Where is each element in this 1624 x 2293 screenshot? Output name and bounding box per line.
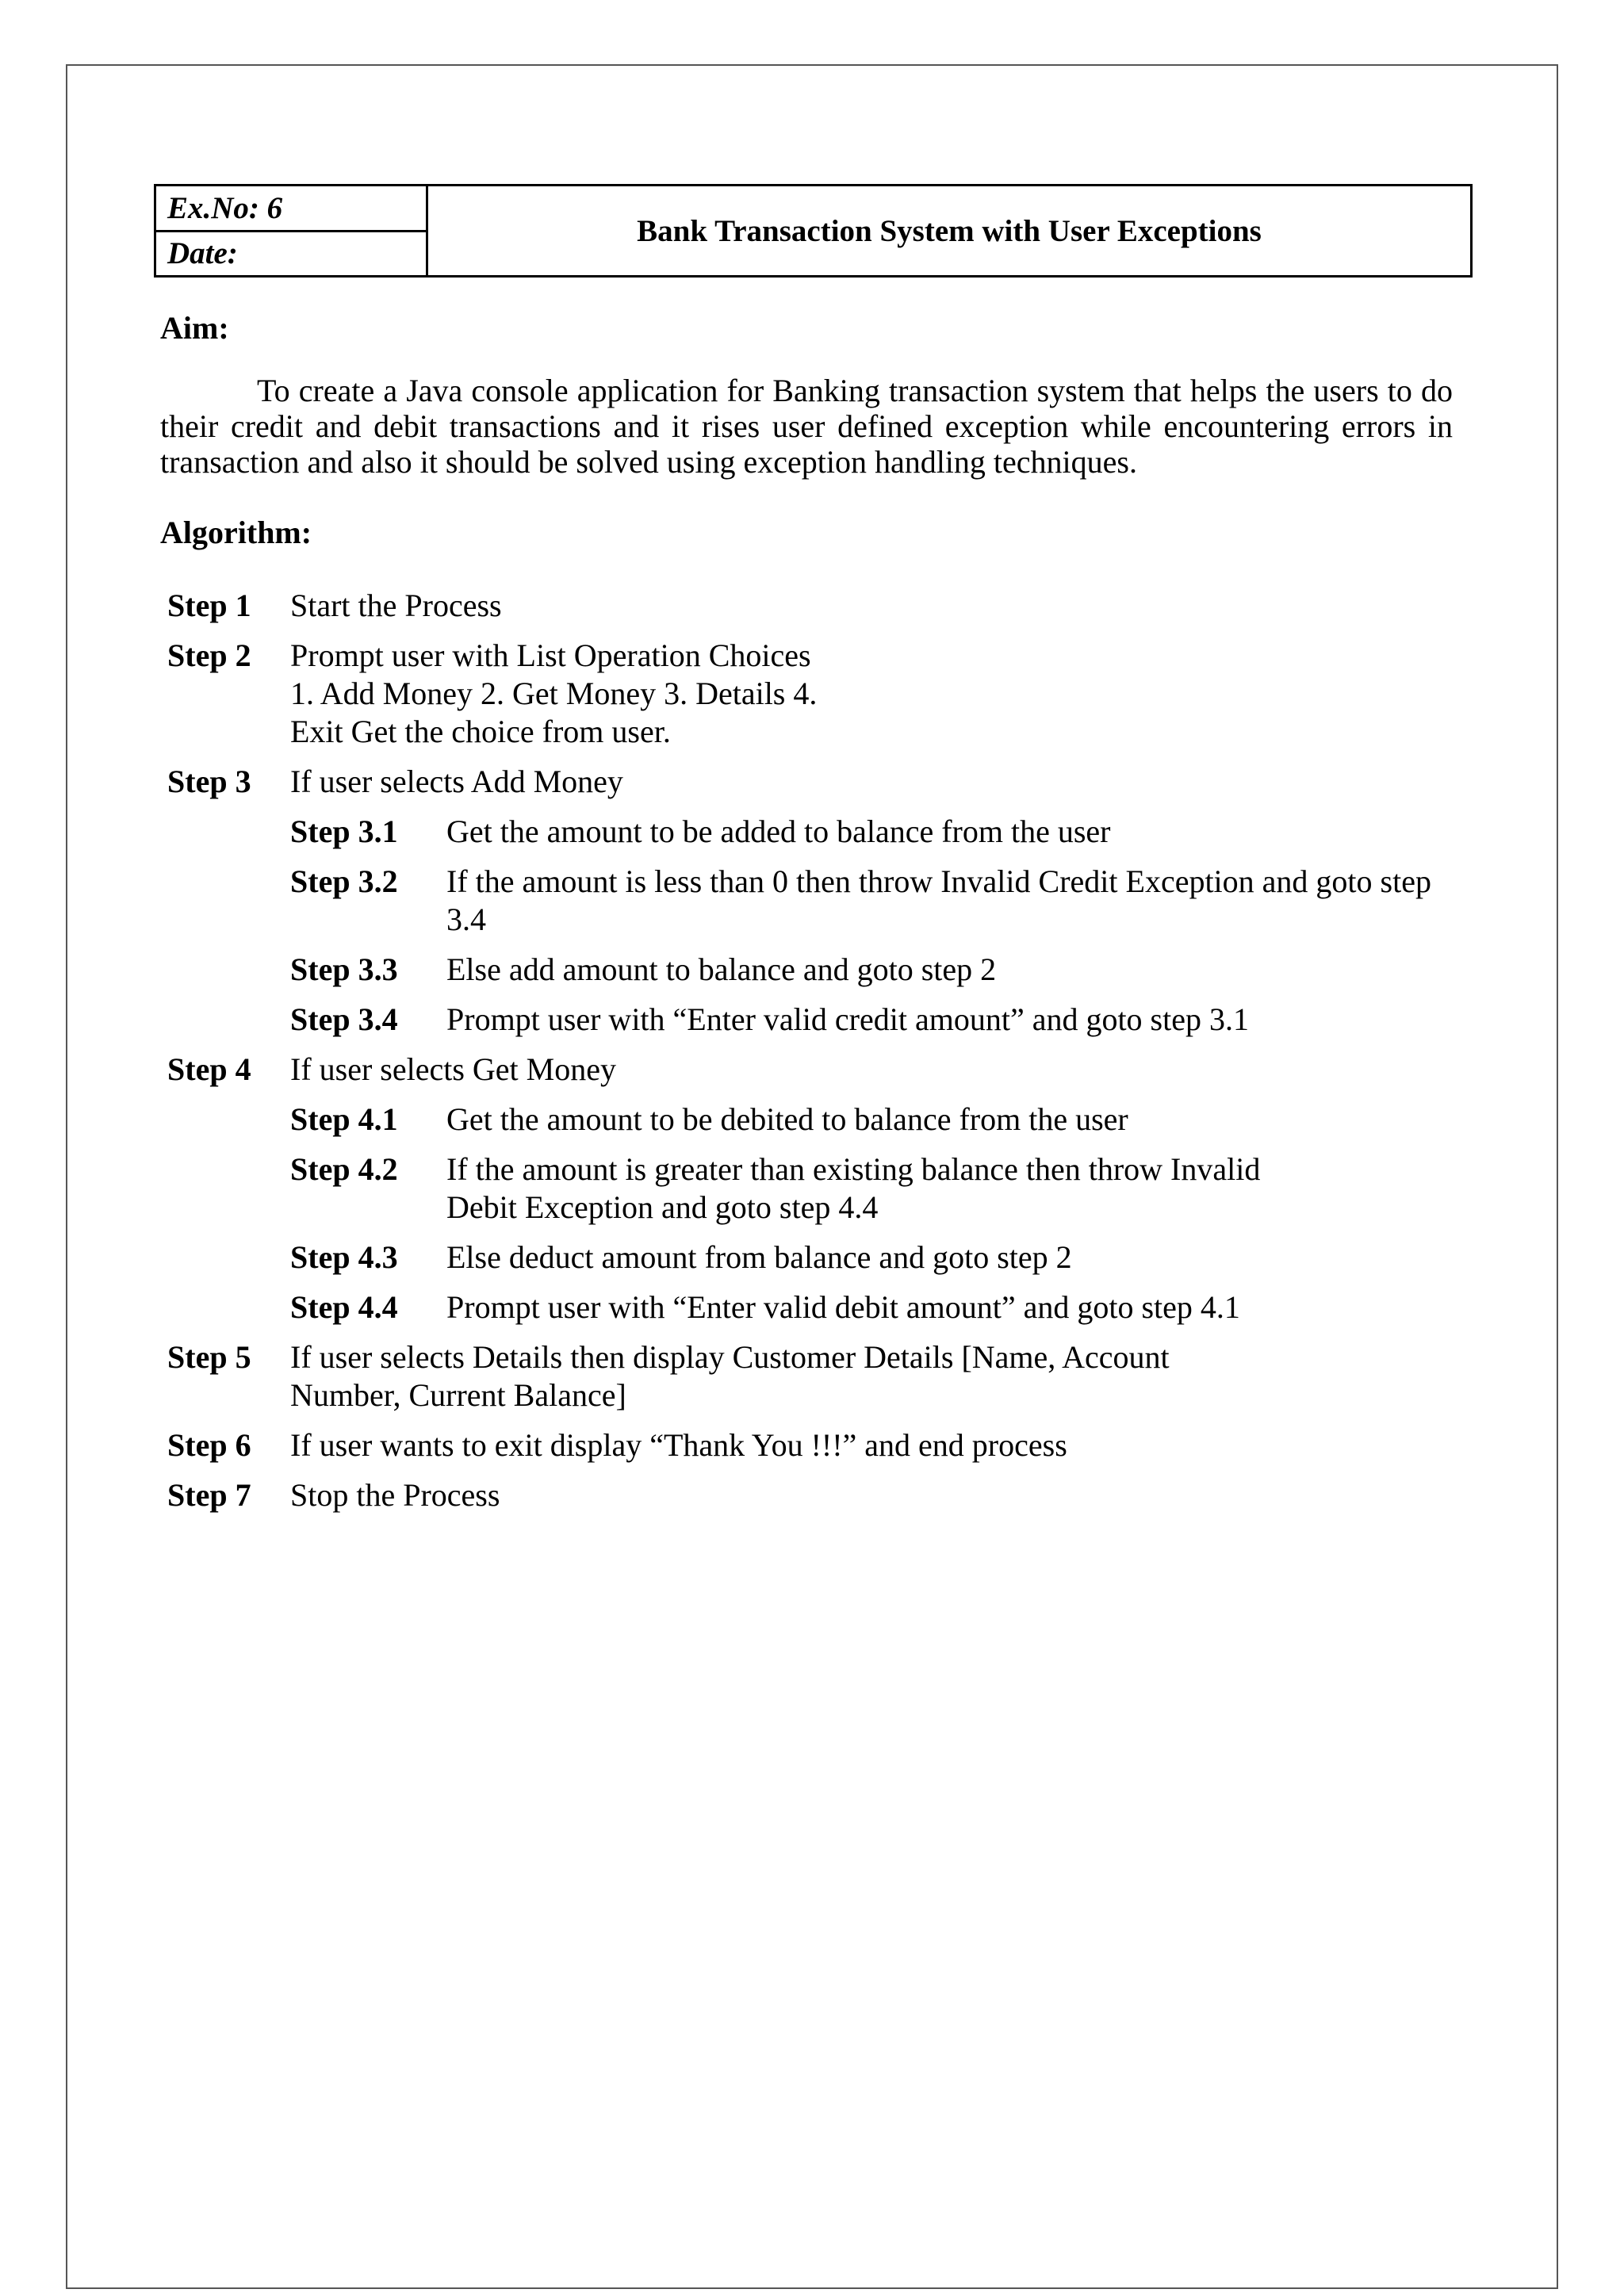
step-item xyxy=(167,1426,1468,1464)
substep-item xyxy=(167,863,1468,939)
step-item xyxy=(167,587,1468,625)
substep-text xyxy=(446,1150,1468,1227)
step-text: Stop the Process xyxy=(290,1477,500,1513)
substep-label: Step 4.2 xyxy=(290,1151,398,1187)
step-text-line: Prompt user with List Operation Choices xyxy=(290,637,811,673)
substep-label: Step 3.4 xyxy=(290,1001,398,1037)
aim-paragraph: To create a Java console application for Banking transaction system that helps the users to do their credit and debit transactions and it rises user defined exception while encountering errors in transaction and also it should be solved using exception handling techniques. xyxy=(160,373,1453,480)
substep-item xyxy=(167,1001,1468,1039)
substep-item xyxy=(167,1101,1468,1139)
substep-item xyxy=(167,951,1468,989)
step-item xyxy=(167,763,1468,801)
step-text-line: If user selects Details then display Customer Details [Name, Account xyxy=(290,1339,1170,1375)
header-table xyxy=(154,184,1473,278)
step-label: Step 5 xyxy=(167,1339,251,1375)
algorithm-heading: Algorithm: xyxy=(160,515,312,550)
substep-text: If the amount is less than 0 then throw Invalid Credit Exception and goto step 3.4 xyxy=(446,863,1431,937)
substep-text: Get the amount to be added to balance from the user xyxy=(446,813,1111,849)
substep-item xyxy=(167,1288,1468,1326)
substep-label: Step 3.1 xyxy=(290,813,398,849)
step-text-line: Number, Current Balance] xyxy=(290,1377,626,1413)
step-item xyxy=(167,637,1468,751)
ex-no-cell: Ex.No: 6 xyxy=(156,186,426,232)
step-item xyxy=(167,1476,1468,1514)
substep-text: Else deduct amount from balance and goto step 2 xyxy=(446,1239,1072,1275)
step-text: Start the Process xyxy=(290,588,502,623)
substep-item xyxy=(167,1150,1468,1227)
substep-label: Step 3.2 xyxy=(290,863,398,899)
substep-label: Step 3.3 xyxy=(290,951,398,987)
substep-item xyxy=(167,1238,1468,1277)
substep-text-line: Debit Exception and goto step 4.4 xyxy=(446,1189,879,1225)
aim-heading: Aim: xyxy=(160,310,229,346)
step-label: Step 6 xyxy=(167,1427,251,1463)
step-label: Step 3 xyxy=(167,764,251,799)
step-text xyxy=(290,1338,1468,1414)
step-text-line: 1. Add Money 2. Get Money 3. Details 4. xyxy=(290,676,818,711)
algorithm-steps xyxy=(167,587,1468,1526)
substep-text: Else add amount to balance and goto step 2 xyxy=(446,951,997,987)
step-text xyxy=(290,637,1468,751)
step-label: Step 2 xyxy=(167,637,251,673)
substep-label: Step 4.4 xyxy=(290,1289,398,1325)
step-label: Step 7 xyxy=(167,1477,251,1513)
step-item xyxy=(167,1338,1468,1414)
header-left-column xyxy=(156,186,428,275)
document-title: Bank Transaction System with User Exceptions xyxy=(637,213,1262,248)
step-label: Step 1 xyxy=(167,588,251,623)
date-cell: Date: xyxy=(167,236,238,271)
step-item xyxy=(167,1051,1468,1089)
step-text: If user wants to exit display “Thank You !!!” and end process xyxy=(290,1427,1067,1463)
substep-text: Prompt user with “Enter valid debit amount” and goto step 4.1 xyxy=(446,1289,1240,1325)
step-text: If user selects Add Money xyxy=(290,764,623,799)
step-text: If user selects Get Money xyxy=(290,1051,616,1087)
substep-text: Prompt user with “Enter valid credit amount” and goto step 3.1 xyxy=(446,1001,1249,1037)
substep-text-line: If the amount is greater than existing balance then throw Invalid xyxy=(446,1151,1261,1187)
substep-text: Get the amount to be debited to balance from the user xyxy=(446,1101,1128,1137)
step-text-line: Exit Get the choice from user. xyxy=(290,714,671,749)
substep-label: Step 4.1 xyxy=(290,1101,398,1137)
substep-label: Step 4.3 xyxy=(290,1239,398,1275)
step-label: Step 4 xyxy=(167,1051,251,1087)
substep-item xyxy=(167,813,1468,851)
